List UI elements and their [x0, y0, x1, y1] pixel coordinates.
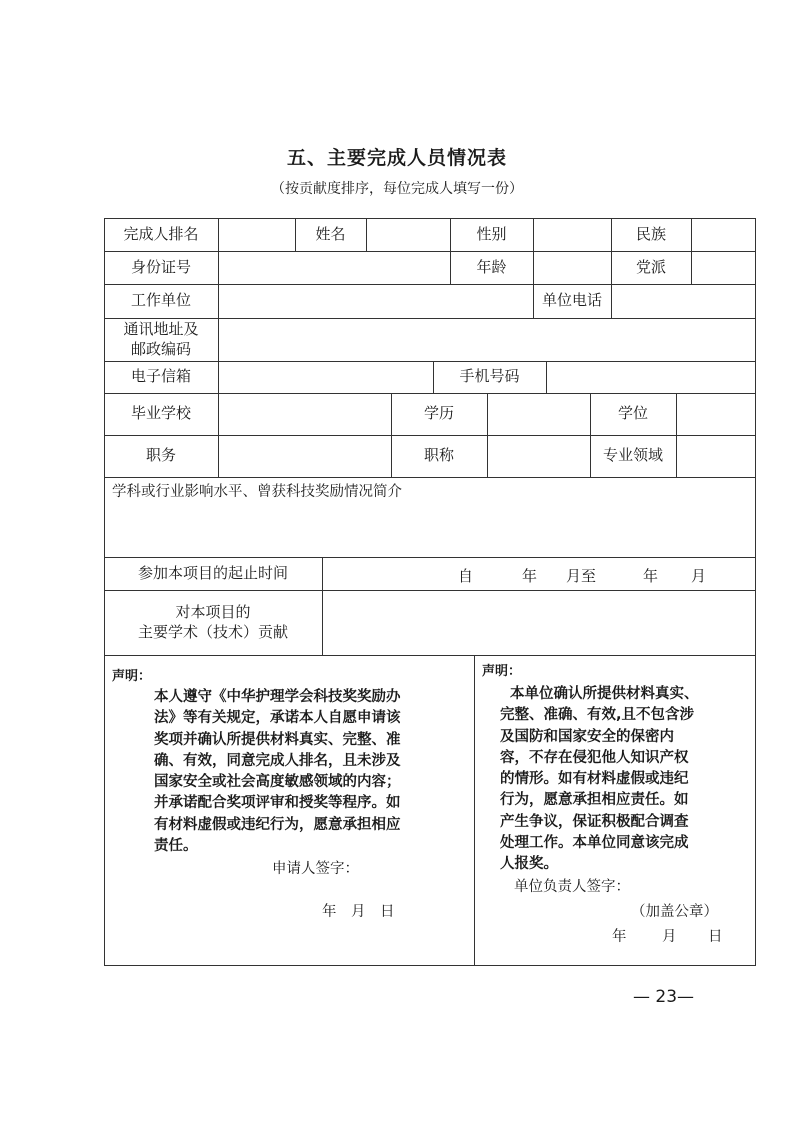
- input-party[interactable]: [692, 252, 754, 283]
- unit-date-day: 日: [708, 929, 723, 945]
- input-employer[interactable]: [219, 285, 532, 317]
- page-title: 五、主要完成人员情况表: [286, 147, 507, 169]
- unit-declaration-line: 完整、准确、有效,且不包含涉: [500, 707, 695, 724]
- input-address[interactable]: [219, 319, 754, 360]
- label-gender: 性别: [476, 224, 507, 243]
- label-period: 参加本项目的起止时间: [137, 563, 288, 582]
- label-education: 学历: [423, 404, 454, 423]
- label-position: 职务: [145, 446, 176, 465]
- label-school: 毕业学校: [130, 404, 191, 423]
- input-id-number[interactable]: [219, 252, 449, 283]
- row-divider: [104, 655, 756, 656]
- label-email: 电子信箱: [130, 367, 191, 386]
- input-employer-phone[interactable]: [612, 285, 754, 317]
- label-title: 职称: [423, 446, 454, 465]
- label-address-line2: 邮政编码: [130, 339, 191, 358]
- period-year-1: 年: [522, 567, 538, 585]
- input-mobile[interactable]: [547, 362, 754, 392]
- applicant-declaration-line: 国家安全或社会高度敏感领域的内容；: [154, 774, 401, 791]
- influence-section[interactable]: [112, 480, 748, 555]
- input-title[interactable]: [488, 436, 589, 476]
- table-border-right: [755, 218, 756, 965]
- input-education[interactable]: [488, 394, 589, 434]
- period-year-2: 年: [643, 567, 659, 585]
- period-month-to: 月至: [566, 567, 597, 585]
- input-age[interactable]: [534, 252, 610, 283]
- label-mobile: 手机号码: [459, 367, 520, 386]
- label-contribution-line1: 对本项目的: [175, 603, 251, 621]
- page-number: — 23—: [633, 987, 695, 1007]
- applicant-declaration-line: 有材料虚假或违纪行为，愿意承担相应: [154, 816, 401, 833]
- input-ethnicity[interactable]: [692, 219, 754, 250]
- applicant-declaration-line: 本人遵守《中华护理学会科技奖奖励办: [154, 689, 401, 705]
- applicant-declaration-text: [154, 687, 454, 857]
- label-id-number: 身份证号: [130, 257, 191, 276]
- applicant-declaration-line: 奖项并确认所提供材料真实、完整、准: [154, 731, 401, 748]
- period-month-2: 月: [691, 567, 707, 585]
- unit-declaration-line: 容，不存在侵犯他人知识产权: [500, 749, 689, 766]
- unit-declaration-line: 及国防和国家安全的保密内: [500, 728, 674, 745]
- applicant-declaration-line: 并承诺配合奖项评审和授奖等程序。如: [154, 795, 401, 812]
- unit-date-year: 年: [612, 929, 627, 945]
- page-subtitle: （按贡献度排序，每位完成人填写一份）: [271, 181, 523, 197]
- unit-declaration-line: 人报奖。: [500, 856, 558, 873]
- unit-declaration-line: 行为，愿意承担相应责任。如: [500, 792, 689, 809]
- applicant-signature-label: 申请人签字：: [272, 861, 359, 877]
- applicant-declaration-heading: 声明：: [112, 669, 152, 684]
- row-divider: [104, 477, 756, 478]
- input-field[interactable]: [677, 436, 754, 476]
- unit-date-month: 月: [662, 929, 677, 945]
- label-address: [104, 318, 218, 361]
- input-gender[interactable]: [534, 219, 610, 250]
- unit-declaration-heading: 声明：: [482, 664, 522, 679]
- label-contribution-line2: 主要学术（技术）贡献: [137, 622, 288, 641]
- applicant-declaration-line: 法》等有关规定，承诺本人自愿申请该: [154, 710, 401, 727]
- applicant-declaration-line: 责任。: [154, 838, 198, 855]
- label-contribution: [104, 590, 322, 655]
- label-ethnicity: 民族: [635, 224, 666, 243]
- label-name: 姓名: [315, 224, 346, 243]
- label-rank: 完成人排名: [123, 224, 199, 243]
- unit-declaration-line: 产生争议，保证积极配合调查: [500, 813, 689, 830]
- applicant-declaration-line: 确、有效，同意完成人排名，且未涉及: [154, 752, 401, 769]
- label-address-line1: 通讯地址及: [123, 320, 199, 338]
- label-influence: 学科或行业影响水平、曾获科技奖励情况简介: [112, 484, 402, 500]
- input-name[interactable]: [367, 219, 449, 250]
- period-date-range[interactable]: [323, 558, 755, 589]
- input-school[interactable]: [219, 394, 390, 434]
- unit-declaration-line: 处理工作。本单位同意该完成: [500, 835, 689, 852]
- unit-signature-label: 单位负责人签字：: [514, 879, 630, 895]
- label-employer-phone: 单位电话: [541, 291, 602, 310]
- input-rank[interactable]: [219, 219, 294, 250]
- label-field: 专业领域: [602, 446, 663, 465]
- applicant-signature-date: 年 月 日: [322, 904, 395, 920]
- input-position[interactable]: [219, 436, 390, 476]
- label-party: 党派: [635, 257, 666, 276]
- input-email[interactable]: [219, 362, 432, 392]
- col-divider: [474, 655, 475, 965]
- period-from: 自: [458, 567, 474, 585]
- label-degree: 学位: [617, 404, 648, 423]
- table-border-bottom: [104, 965, 756, 966]
- input-degree[interactable]: [677, 394, 754, 434]
- unit-seal-note: （加盖公章）: [631, 904, 718, 920]
- unit-declaration-text: [500, 684, 750, 876]
- label-employer: 工作单位: [130, 291, 191, 310]
- input-contribution[interactable]: [323, 591, 755, 654]
- label-age: 年龄: [476, 257, 507, 276]
- unit-declaration-line: 的情形。如有材料虚假或违纪: [500, 771, 689, 788]
- unit-declaration-line: 本单位确认所提供材料真实、: [510, 686, 699, 702]
